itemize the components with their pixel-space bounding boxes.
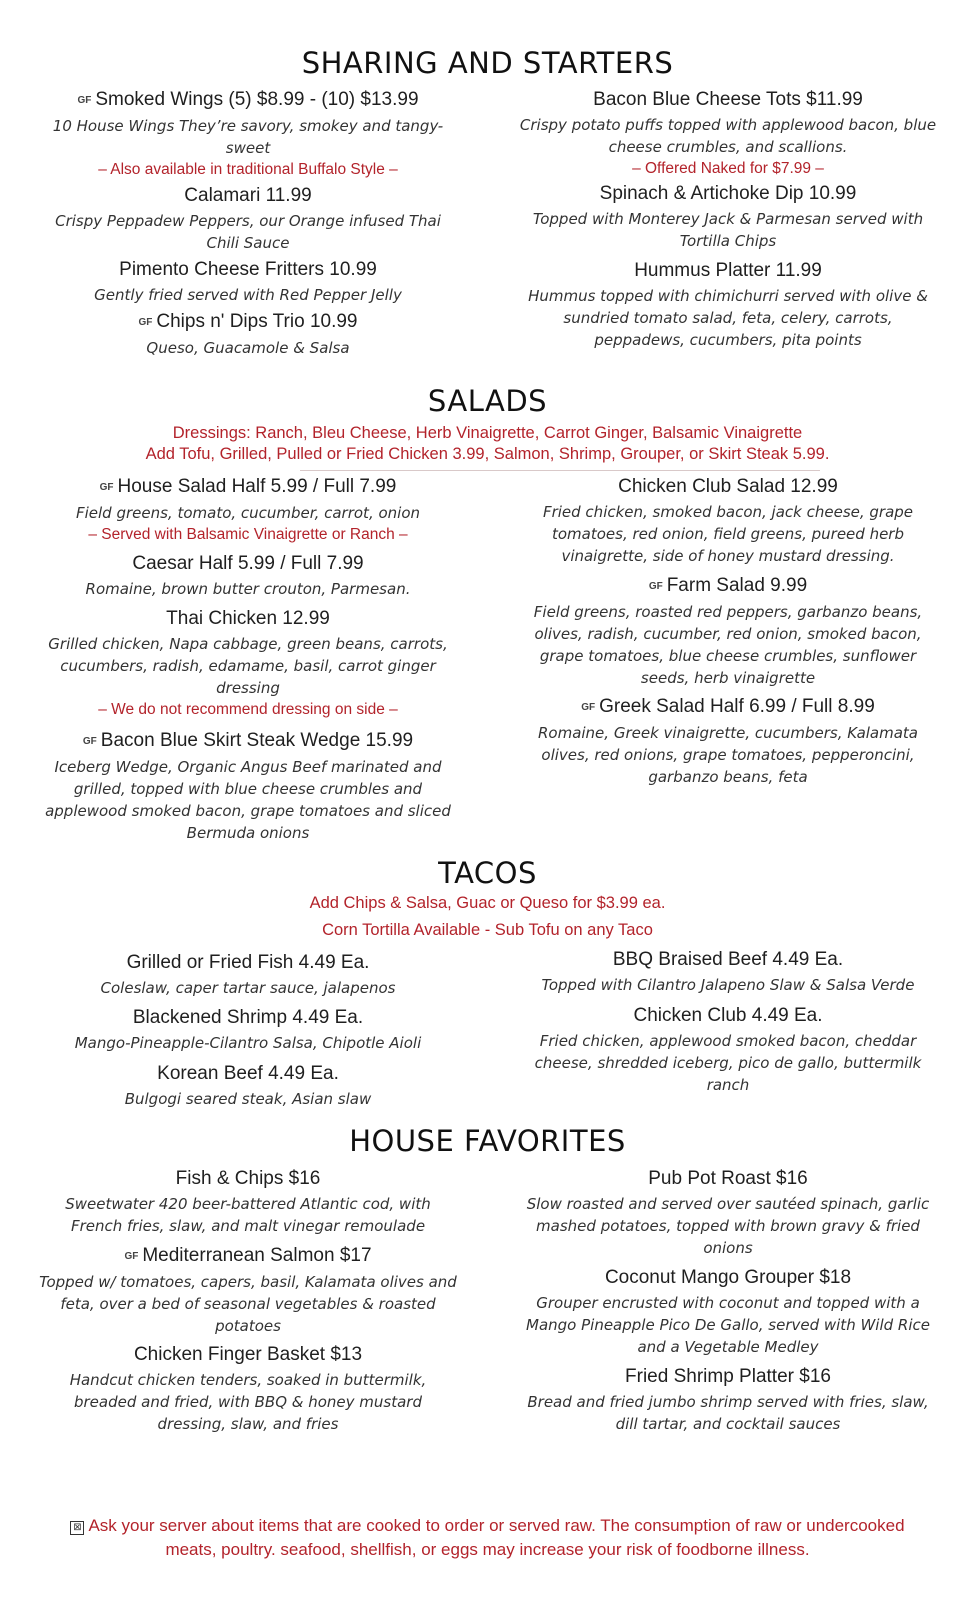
item-description: 10 House Wings They’re savory, smokey and tangy-sweet bbox=[52, 117, 444, 157]
menu-item bbox=[38, 951, 458, 999]
item-description: Hummus topped with chimichurri served with olive & sundried tomato salad, feta, celery, carrots, peppadews, cucumbers, pita points bbox=[528, 287, 928, 349]
item-name: Chips n' Dips Trio 10.99 bbox=[156, 311, 358, 332]
item-description: Fried chicken, smoked bacon, jack cheese, grape tomatoes, red onion, field greens, pureed herb vinaigrette, side of honey mustard dressing. bbox=[542, 503, 914, 565]
item-description: Iceberg Wedge, Organic Angus Beef marinated and grilled, topped with blue cheese crumbles and applewood smoked bacon, grape tomatoes and sliced Bermuda onions bbox=[45, 758, 451, 842]
item-name: Pub Pot Roast $16 bbox=[648, 1168, 808, 1189]
menu-item bbox=[518, 475, 938, 567]
item-name: House Salad Half 5.99 / Full 7.99 bbox=[117, 476, 397, 497]
add-protein-note: Add Tofu, Grilled, Pulled or Fried Chicken 3.99, Salmon, Shrimp, Grouper, or Skirt Steak 5.99. bbox=[145, 445, 830, 463]
checkbox-mark-icon: ⊠ bbox=[70, 1521, 84, 1535]
item-name: BBQ Braised Beef 4.49 Ea. bbox=[612, 949, 844, 970]
menu-item bbox=[38, 1006, 458, 1054]
item-description: Coleslaw, caper tartar sauce, jalapenos bbox=[100, 979, 396, 997]
food-safety-disclaimer bbox=[60, 1514, 915, 1562]
item-name: Coconut Mango Grouper $18 bbox=[604, 1267, 852, 1288]
item-description: Topped with Cilantro Jalapeno Slaw & Salsa Verde bbox=[541, 976, 915, 994]
gluten-free-badge: GF bbox=[82, 736, 97, 747]
item-name: Spinach & Artichoke Dip 10.99 bbox=[599, 183, 857, 204]
item-note: – Offered Naked for $7.99 – bbox=[632, 160, 824, 177]
section-title-starters: SHARING AND STARTERS bbox=[301, 46, 674, 80]
menu-item bbox=[518, 1266, 938, 1358]
item-name: Caesar Half 5.99 / Full 7.99 bbox=[132, 553, 364, 574]
item-description: Grilled chicken, Napa cabbage, green beans, carrots, cucumbers, radish, edamame, basil, carrot ginger dressing bbox=[48, 635, 448, 697]
item-description: Gently fried served with Red Pepper Jelly bbox=[94, 286, 402, 304]
gluten-free-badge: GF bbox=[138, 317, 153, 328]
item-name: Bacon Blue Cheese Tots $11.99 bbox=[593, 89, 863, 110]
item-name: Grilled or Fried Fish 4.49 Ea. bbox=[126, 952, 370, 973]
item-name: Chicken Club 4.49 Ea. bbox=[633, 1005, 823, 1026]
item-description: Topped w/ tomatoes, capers, basil, Kalamata olives and feta, over a bed of seasonal vegetables & roasted potatoes bbox=[39, 1273, 457, 1335]
item-description: Queso, Guacamole & Salsa bbox=[146, 339, 350, 357]
section-title-tacos: TACOS bbox=[438, 856, 537, 890]
menu-item bbox=[38, 1062, 458, 1110]
item-name: Blackened Shrimp 4.49 Ea. bbox=[132, 1007, 364, 1028]
item-description: Crispy Peppadew Peppers, our Orange infused Thai Chili Sauce bbox=[55, 212, 441, 252]
item-name: Pimento Cheese Fritters 10.99 bbox=[119, 259, 377, 280]
menu-item bbox=[38, 607, 458, 721]
menu-item bbox=[38, 310, 458, 359]
menu-item bbox=[38, 1167, 458, 1237]
item-note: – We do not recommend dressing on side – bbox=[98, 701, 398, 718]
menu-item bbox=[518, 88, 938, 180]
menu-item bbox=[38, 88, 458, 181]
item-name: Smoked Wings (5) $8.99 - (10) $13.99 bbox=[95, 89, 419, 110]
item-description: Grouper encrusted with coconut and topped with a Mango Pineapple Pico De Gallo, served with Wild Rice and a Vegetable Medley bbox=[526, 1294, 930, 1356]
item-description: Bulgogi seared steak, Asian slaw bbox=[124, 1090, 372, 1108]
gluten-free-badge: GF bbox=[99, 482, 114, 493]
item-name: Chicken Finger Basket $13 bbox=[133, 1344, 363, 1365]
gluten-free-badge: GF bbox=[124, 1251, 139, 1262]
item-name: Fish & Chips $16 bbox=[175, 1168, 321, 1189]
menu-item bbox=[38, 552, 458, 600]
item-description: Field greens, tomato, cucumber, carrot, onion bbox=[75, 504, 421, 522]
dressings-note: Dressings: Ranch, Bleu Cheese, Herb Vinaigrette, Carrot Ginger, Balsamic Vinaigrette bbox=[172, 424, 803, 442]
item-description: Fried chicken, applewood smoked bacon, cheddar cheese, shredded iceberg, pico de gallo, buttermilk ranch bbox=[534, 1032, 922, 1094]
section-title-salads: SALADS bbox=[427, 384, 548, 418]
item-name: Thai Chicken 12.99 bbox=[166, 608, 330, 629]
item-description: Crispy potato puffs topped with applewood bacon, blue cheese crumbles, and scallions. bbox=[519, 116, 937, 156]
divider bbox=[300, 470, 820, 471]
gluten-free-badge: GF bbox=[581, 702, 596, 713]
tacos-addon-note: Add Chips & Salsa, Guac or Queso for $3.99 ea. bbox=[309, 894, 666, 912]
item-description: Bread and fried jumbo shrimp served with fries, slaw, dill tartar, and cocktail sauces bbox=[527, 1393, 929, 1433]
menu-item bbox=[518, 259, 938, 351]
item-name: Farm Salad 9.99 bbox=[666, 575, 808, 596]
menu-item bbox=[38, 475, 458, 546]
menu-item bbox=[38, 184, 458, 254]
menu-item bbox=[518, 1167, 938, 1259]
item-name: Chicken Club Salad 12.99 bbox=[618, 476, 838, 497]
item-description: Slow roasted and served over sautéed spinach, garlic mashed potatoes, topped with brown gravy & fried onions bbox=[526, 1195, 930, 1257]
item-name: Calamari 11.99 bbox=[184, 185, 312, 206]
menu-item bbox=[38, 729, 458, 844]
menu-item bbox=[38, 1343, 458, 1435]
item-description: Romaine, Greek vinaigrette, cucumbers, Kalamata olives, red onions, grape tomatoes, pepperoncini, garbanzo beans, feta bbox=[537, 724, 919, 786]
item-name: Bacon Blue Skirt Steak Wedge 15.99 bbox=[100, 730, 414, 751]
menu-item bbox=[518, 1004, 938, 1096]
menu-item bbox=[518, 695, 938, 788]
disclaimer-text: Ask your server about items that are cooked to order or served raw. The consumption of raw or undercooked meats, poultry. seafood, shellfish, or eggs may increase your risk of foodborne illness. bbox=[88, 1516, 905, 1559]
gluten-free-badge: GF bbox=[77, 95, 92, 106]
menu-item bbox=[38, 1244, 458, 1337]
tacos-tortilla-note: Corn Tortilla Available - Sub Tofu on any Taco bbox=[322, 921, 653, 939]
item-description: Mango-Pineapple-Cilantro Salsa, Chipotle Aioli bbox=[74, 1034, 422, 1052]
item-name: Greek Salad Half 6.99 / Full 8.99 bbox=[599, 696, 875, 717]
item-name: Hummus Platter 11.99 bbox=[634, 260, 822, 281]
item-name: Fried Shrimp Platter $16 bbox=[625, 1366, 831, 1387]
menu-item bbox=[518, 182, 938, 252]
item-description: Sweetwater 420 beer-battered Atlantic cod, with French fries, slaw, and malt vinegar remoulade bbox=[65, 1195, 431, 1235]
menu-item bbox=[518, 948, 938, 996]
item-description: Romaine, brown butter crouton, Parmesan. bbox=[85, 580, 411, 598]
item-description: Field greens, roasted red peppers, garbanzo beans, olives, radish, cucumber, red onion, smoked bacon, grape tomatoes, blue cheese crumbles, sunflower seeds, herb vinaigrette bbox=[533, 603, 923, 687]
item-description: Topped with Monterey Jack & Parmesan served with Tortilla Chips bbox=[532, 210, 924, 250]
item-name: Korean Beef 4.49 Ea. bbox=[157, 1063, 339, 1084]
menu-item bbox=[518, 1365, 938, 1435]
item-note: – Also available in traditional Buffalo Style – bbox=[98, 161, 398, 178]
menu-item bbox=[518, 574, 938, 689]
item-note: – Served with Balsamic Vinaigrette or Ranch – bbox=[88, 526, 408, 543]
item-name: Mediterranean Salmon $17 bbox=[142, 1245, 372, 1266]
menu-item bbox=[38, 258, 458, 306]
item-description: Handcut chicken tenders, soaked in buttermilk, breaded and fried, with BBQ & honey mustard dressing, slaw, and fries bbox=[69, 1371, 427, 1433]
section-title-favorites: HOUSE FAVORITES bbox=[349, 1124, 626, 1158]
gluten-free-badge: GF bbox=[648, 581, 663, 592]
